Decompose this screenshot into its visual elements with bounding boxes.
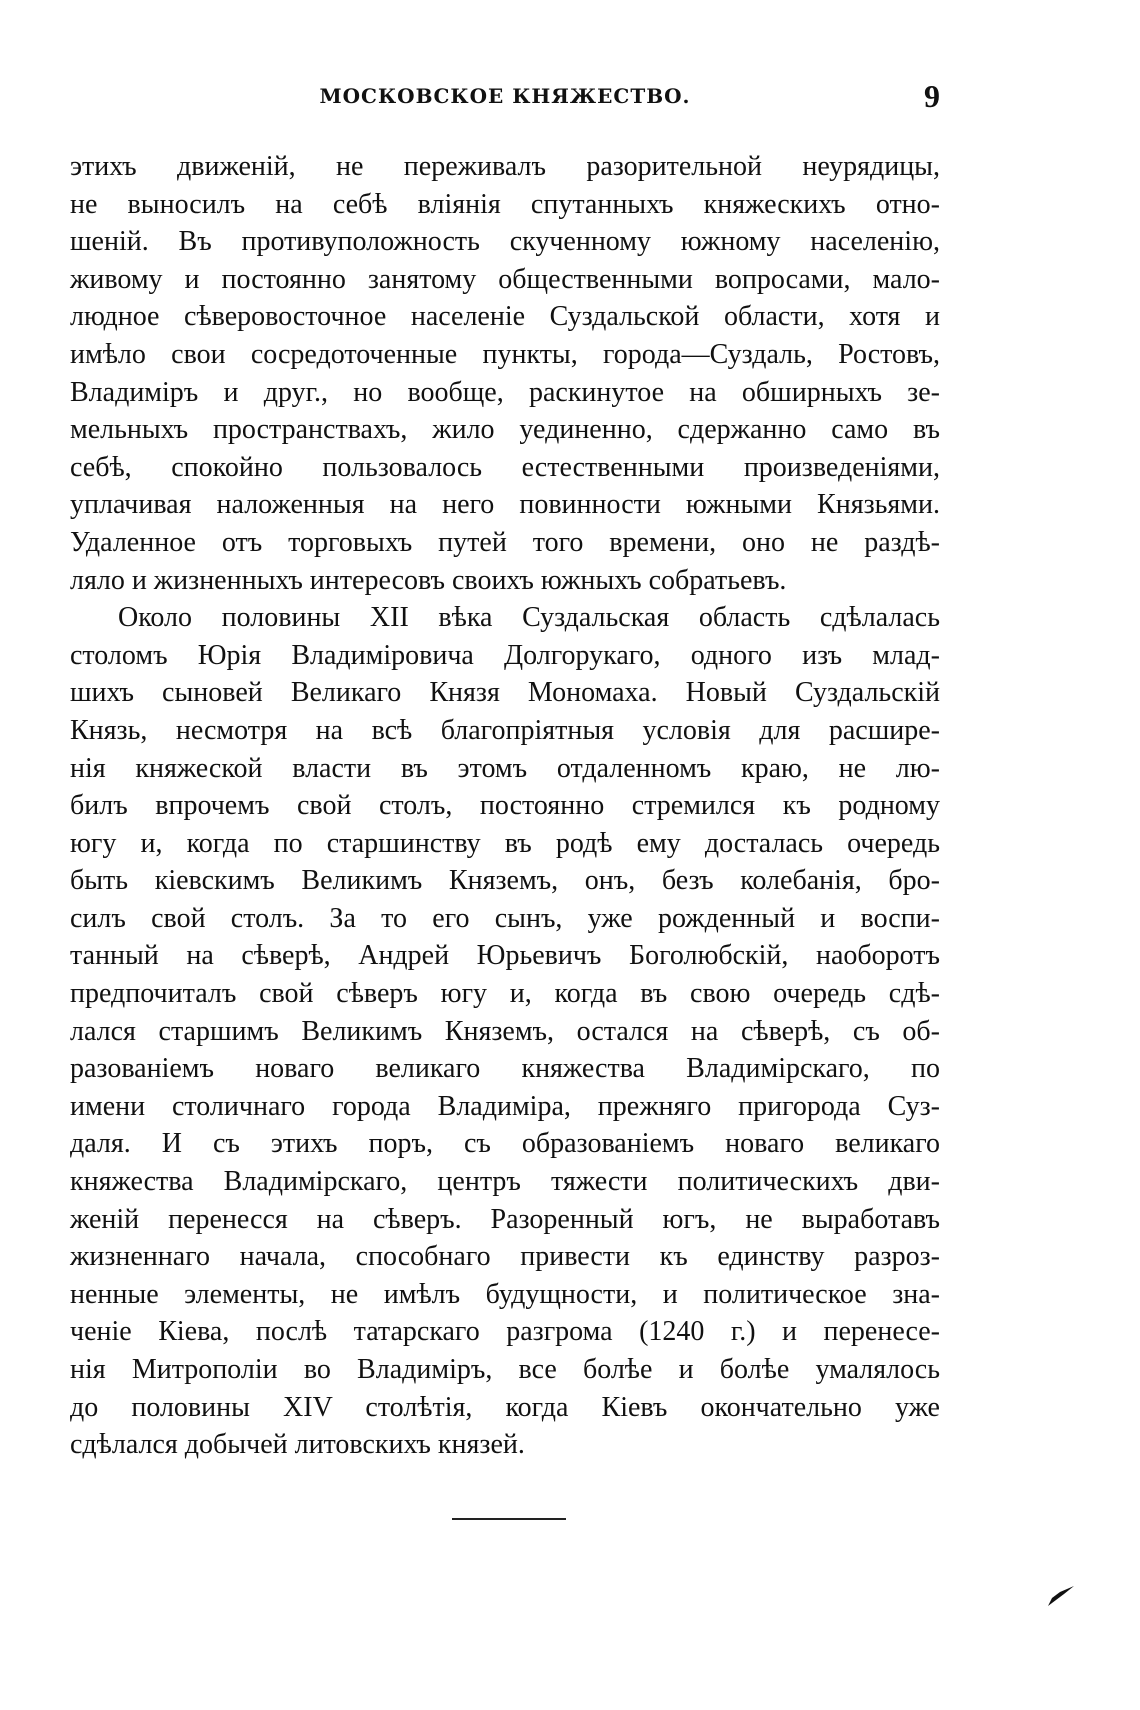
text-line: даля. И съ этихъ поръ, съ образованіемъ новаго великаго — [70, 1128, 940, 1160]
text-line: Удаленное отъ торговыхъ путей того времени, оно не раздѣ- — [70, 526, 940, 558]
running-title: МОСКОВСКОЕ КНЯЖЕСТВО. — [319, 84, 691, 108]
text-line: жизненнаго начала, способнаго привести къ единству разроз- — [70, 1241, 940, 1273]
text-line: югу и, когда по старшинству въ родѣ ему досталась очередь — [70, 827, 940, 859]
text-line: Владиміръ и друг., но вообще, раскинутое на обширныхъ зе- — [70, 376, 940, 408]
text-line: женій перенесся на сѣверъ. Разоренный югъ, не выработавъ — [70, 1203, 940, 1235]
text-line: Около половины XII вѣка Суздальская область сдѣлалась — [118, 602, 940, 634]
text-line: нія Митрополіи во Владиміръ, все болѣе и болѣе умалялось — [70, 1354, 940, 1385]
page-number: 9 — [924, 78, 940, 114]
text-line: уплачивая наложенныя на него повинности южными Князьями. — [70, 489, 940, 521]
text-line: ненные элементы, не имѣлъ будущности, и политическое зна- — [70, 1278, 940, 1310]
paragraph-2 — [70, 599, 940, 1464]
text-line: ляло и жизненныхъ интересовъ своихъ южныхъ собратьевъ. — [70, 564, 787, 596]
text-line: княжества Владимірскаго, центръ тяжести политическихъ дви- — [70, 1166, 940, 1198]
text-line: предпочиталъ свой сѣверъ югу и, когда въ свою очередь сдѣ- — [70, 978, 940, 1010]
text-line: себѣ, спокойно пользовалось естественными произведеніями, — [70, 451, 940, 483]
text-line: столомъ Юрія Владиміровича Долгорукаго, одного изъ млад- — [70, 639, 940, 671]
text-line: разованіемъ новаго великаго княжества Владимірскаго, по — [70, 1053, 940, 1085]
paragraph-1 — [70, 148, 940, 599]
text-line: сдѣлался добычей литовскихъ князей. — [70, 1429, 525, 1461]
end-rule — [452, 1518, 566, 1520]
text-line: шихъ сыновей Великаго Князя Мономаха. Новый Суздальскій — [70, 677, 940, 709]
text-line: этихъ движеній, не переживалъ разорительной неурядицы, — [70, 151, 940, 182]
text-line: Князь, несмотря на всѣ благопріятныя условія для расшире- — [70, 714, 940, 746]
text-line: людное сѣверовосточное населеніе Суздальской области, хотя и — [70, 301, 940, 333]
body-text — [70, 148, 940, 1464]
text-line: шеній. Въ противуположность скученному южному населенію, — [70, 226, 940, 258]
text-line: до половины XIV столѣтія, когда Кіевъ окончательно уже — [70, 1391, 940, 1423]
running-head — [70, 78, 940, 118]
text-line: имени столичнаго города Владиміра, прежняго пригорода Суз- — [70, 1090, 940, 1122]
ink-mark-icon — [1046, 1584, 1076, 1608]
text-line: силъ свой столъ. За то его сынъ, уже рожденный и воспи- — [70, 902, 940, 934]
text-line: быть кіевскимъ Великимъ Княземъ, онъ, безъ колебанія, бро- — [70, 865, 940, 897]
text-line: лался старшимъ Великимъ Княземъ, остался на сѣверѣ, съ об- — [70, 1015, 940, 1047]
text-line: нія княжеской власти въ этомъ отдаленномъ краю, не лю- — [70, 752, 940, 784]
text-line: танный на сѣверѣ, Андрей Юрьевичъ Боголюбскій, наоборотъ — [70, 940, 940, 972]
text-line: мельныхъ пространствахъ, жило уединенно, сдержанно само въ — [70, 414, 940, 446]
text-line: билъ впрочемъ свой столъ, постоянно стремился къ родному — [70, 790, 940, 822]
text-line: имѣло свои сосредоточенные пункты, города—Суздаль, Ростовъ, — [70, 338, 940, 370]
text-line: не выносилъ на себѣ вліянія спутанныхъ княжескихъ отно- — [70, 188, 940, 220]
text-line: живому и постоянно занятому общественными вопросами, мало- — [70, 263, 940, 295]
text-line: ченіе Кіева, послѣ татарскаго разгрома (1240 г.) и перенесе- — [70, 1316, 940, 1348]
